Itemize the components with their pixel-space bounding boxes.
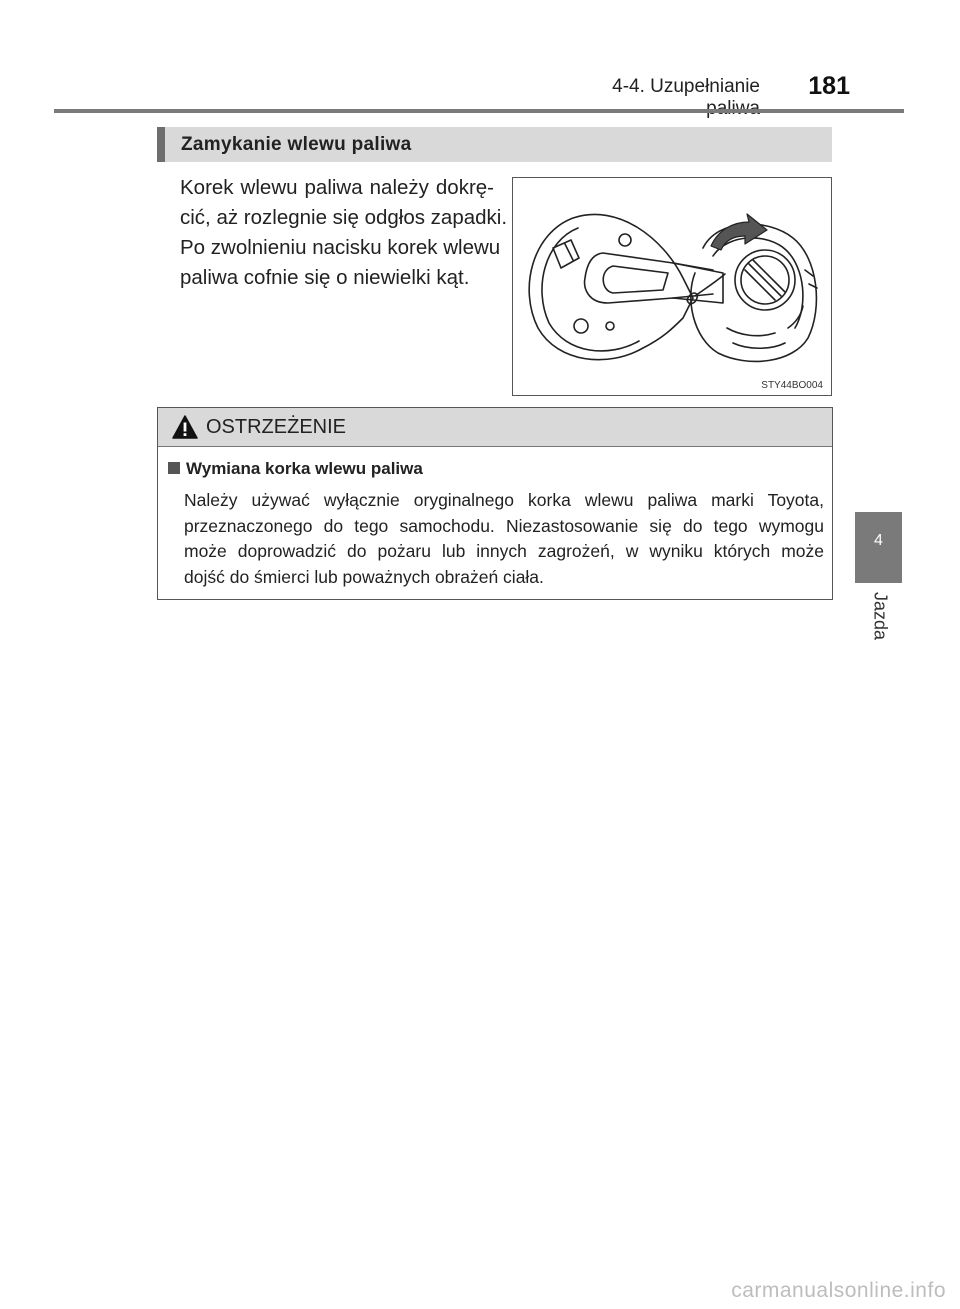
warning-line: przeznaczonego do tego samochodu. Niezastosowanie się do tego wymogu: [184, 515, 824, 536]
chapter-number: 4: [874, 532, 883, 549]
warning-subheading-text: Wymiana korka wlewu paliwa: [186, 459, 423, 478]
fuel-cap-illustration: [512, 177, 832, 396]
warning-line: dojść do śmierci lub poważnych obrażeń ciała.: [184, 566, 544, 587]
body-line: Korek wlewu paliwa należy dokrę-: [180, 176, 494, 199]
watermark: carmanualsonline.info: [731, 1279, 946, 1302]
chapter-tab: [855, 512, 902, 583]
section-body-text: [180, 173, 508, 293]
warning-body-text: [184, 488, 824, 590]
body-line: cić, aż rozlegnie się odgłos zapadki.: [180, 206, 508, 229]
header-rule: [54, 109, 904, 113]
body-line: Po zwolnieniu nacisku korek wlewu: [180, 236, 501, 259]
chapter-label-text: Jazda: [870, 592, 891, 641]
square-bullet-icon: [168, 462, 180, 474]
chapter-label: [865, 592, 895, 652]
warning-title: OSTRZEŻENIE: [206, 416, 347, 438]
page-number: 181: [808, 72, 850, 100]
fuel-door-drawing: [513, 178, 831, 395]
section-title: Zamykanie wlewu paliwa: [181, 134, 412, 155]
section-heading-bar: [157, 127, 832, 162]
warning-box: [157, 407, 833, 600]
warning-triangle-icon: [172, 415, 198, 439]
warning-header: [158, 408, 832, 447]
body-line: paliwa cofnie się o niewielki kąt.: [180, 266, 470, 289]
warning-line: może doprowadzić do pożaru lub innych zagrożeń, w wyniku których może: [184, 541, 824, 561]
running-header-section: 4-4. Uzupełnianie: [612, 76, 760, 97]
warning-line: Należy używać wyłącznie oryginalnego korka wlewu paliwa marki Toyota,: [184, 490, 824, 510]
figure-code: STY44BO004: [761, 380, 823, 391]
warning-subheading: [168, 459, 423, 479]
